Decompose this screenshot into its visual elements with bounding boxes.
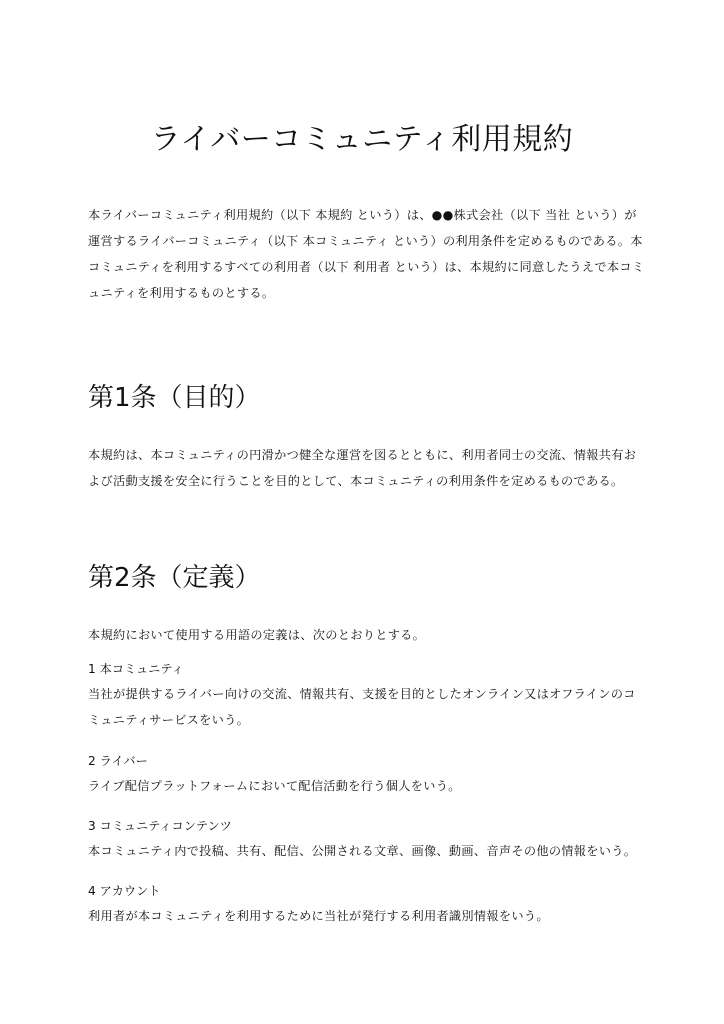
- definition-3-term: 3 コミュニティコンテンツ: [88, 819, 232, 833]
- article-1-heading: 第1条（目的）: [88, 383, 261, 413]
- definition-4-text: 利用者が本コミュニティを利用するために当社が発行する利用者識別情報をいう。: [88, 909, 549, 923]
- definition-1-term: 1 本コミュニティ: [88, 662, 184, 676]
- definition-3-text: 本コミュニティ内で投稿、共有、配信、公開される文章、画像、動画、音声その他の情報をいう。: [88, 844, 637, 858]
- definition-1-text: 当社が提供するライバー向けの交流、情報共有、支援を目的としたオンライン又はオフラインのコミュニティサービスをいう。: [88, 687, 636, 727]
- document-title: ライバーコミュニティ利用規約: [150, 122, 574, 157]
- definition-4-term: 4 アカウント: [88, 884, 161, 898]
- definition-2-text: ライブ配信プラットフォームにおいて配信活動を行う個人をいう。: [88, 779, 461, 793]
- article-1-body: 本規約は、本コミュニティの円滑かつ健全な運営を図るとともに、利用者同士の交流、情報共有および活動支援を安全に行うことを目的として、本コミュニティの利用条件を定めるものである。: [88, 448, 637, 488]
- article-2-heading: 第2条（定義）: [88, 563, 261, 593]
- article-2-body: 本規約において使用する用語の定義は、次のとおりとする。: [88, 628, 426, 642]
- preamble-paragraph: 本ライバーコミュニティ利用規約（以下 本規約 という）は、●●株式会社（以下 当社 という）が運営するライバーコミュニティ（以下 本コミュニティ という）の利用条件を定めるものである。本コミュニティを利用するすべての利用者（以下 利用者 という）は、本規約に同意したうえで本コミュニティを利用するものとする。: [88, 208, 645, 300]
- definition-2-term: 2 ライバー: [88, 754, 148, 768]
